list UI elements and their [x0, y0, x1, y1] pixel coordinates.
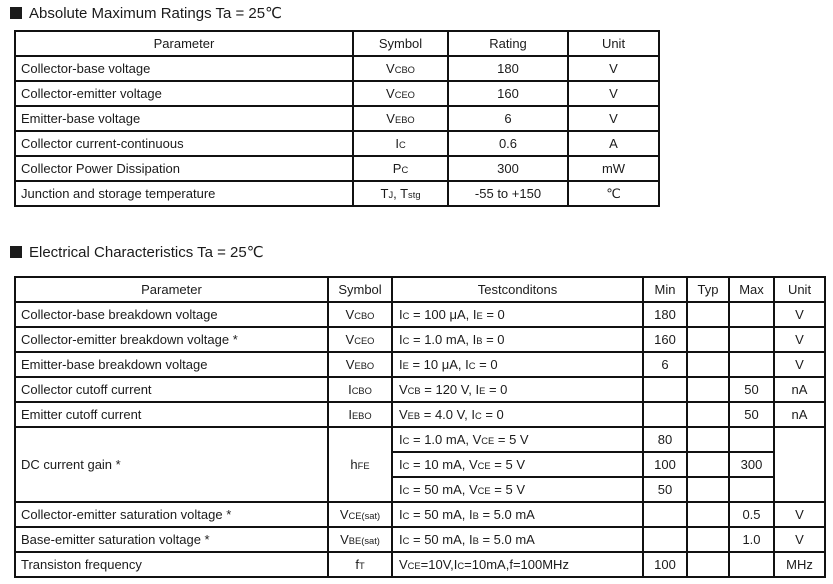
typ-cell: [687, 377, 729, 402]
table-row: [15, 377, 825, 402]
symbol-cell: VCEO: [328, 327, 392, 352]
unit-cell: V: [774, 327, 825, 352]
min-cell: 50: [643, 477, 687, 502]
symbol-cell: VCBO: [328, 302, 392, 327]
col-header-unit: Unit: [774, 277, 825, 302]
table-row: [15, 156, 659, 181]
table-row: [15, 81, 659, 106]
max-cell: [729, 352, 774, 377]
testcondition-cell: IC = 1.0 mA, VCE = 5 V: [392, 427, 643, 452]
testcondition-cell: IC = 1.0 mA, IB = 0: [392, 327, 643, 352]
col-header-typ: Typ: [687, 277, 729, 302]
max-cell: 50: [729, 377, 774, 402]
min-cell: [643, 527, 687, 552]
table-header-row: [15, 31, 659, 56]
max-cell: [729, 302, 774, 327]
testcondition-cell: IC = 100 μA, IE = 0: [392, 302, 643, 327]
min-cell: 160: [643, 327, 687, 352]
symbol-cell: hFE: [328, 427, 392, 502]
table-row: [15, 502, 825, 527]
typ-cell: [687, 527, 729, 552]
parameter-cell: Collector-base voltage: [15, 56, 353, 81]
col-header-parameter: Parameter: [15, 277, 328, 302]
testcondition-cell: IC = 50 mA, VCE = 5 V: [392, 477, 643, 502]
unit-cell: V: [568, 56, 659, 81]
table-row: [15, 402, 825, 427]
parameter-cell: Transiston frequency: [15, 552, 328, 577]
symbol-cell: PC: [353, 156, 448, 181]
symbol-cell: VEBO: [353, 106, 448, 131]
unit-cell: [774, 427, 825, 502]
unit-cell: nA: [774, 402, 825, 427]
table-row: [15, 56, 659, 81]
rating-cell: 300: [448, 156, 568, 181]
col-header-symbol: Symbol: [328, 277, 392, 302]
unit-cell: nA: [774, 377, 825, 402]
abs-max-title-text: Absolute Maximum Ratings Ta = 25℃: [29, 5, 282, 22]
rating-cell: 6: [448, 106, 568, 131]
rating-cell: 0.6: [448, 131, 568, 156]
parameter-cell: Collector-emitter breakdown voltage *: [15, 327, 328, 352]
symbol-cell: VBE(sat): [328, 527, 392, 552]
symbol-cell: fT: [328, 552, 392, 577]
typ-cell: [687, 402, 729, 427]
abs-max-section-title: [10, 4, 282, 22]
section-bullet-icon: [10, 246, 22, 258]
rating-cell: -55 to +150: [448, 181, 568, 206]
absolute-maximum-ratings-table: [14, 30, 660, 207]
testcondition-cell: IC = 50 mA, IB = 5.0 mA: [392, 502, 643, 527]
table-row: [15, 106, 659, 131]
unit-cell: MHz: [774, 552, 825, 577]
col-header-symbol: Symbol: [353, 31, 448, 56]
rating-cell: 180: [448, 56, 568, 81]
testcondition-cell: VCE=10V,IC=10mA,f=100MHz: [392, 552, 643, 577]
min-cell: 100: [643, 452, 687, 477]
testcondition-cell: IC = 50 mA, IB = 5.0 mA: [392, 527, 643, 552]
unit-cell: V: [568, 81, 659, 106]
typ-cell: [687, 552, 729, 577]
max-cell: [729, 427, 774, 452]
table-row: [15, 181, 659, 206]
col-header-unit: Unit: [568, 31, 659, 56]
testcondition-cell: IE = 10 μA, IC = 0: [392, 352, 643, 377]
symbol-cell: VCBO: [353, 56, 448, 81]
unit-cell: V: [774, 502, 825, 527]
rating-cell: 160: [448, 81, 568, 106]
min-cell: 6: [643, 352, 687, 377]
table-row: [15, 352, 825, 377]
typ-cell: [687, 452, 729, 477]
table-row: [15, 552, 825, 577]
col-header-parameter: Parameter: [15, 31, 353, 56]
col-header-min: Min: [643, 277, 687, 302]
parameter-cell: Collector-base breakdown voltage: [15, 302, 328, 327]
parameter-cell: DC current gain *: [15, 427, 328, 502]
typ-cell: [687, 502, 729, 527]
min-cell: 180: [643, 302, 687, 327]
parameter-cell: Junction and storage temperature: [15, 181, 353, 206]
table-row: [15, 131, 659, 156]
parameter-cell: Emitter-base breakdown voltage: [15, 352, 328, 377]
unit-cell: A: [568, 131, 659, 156]
table-row: [15, 327, 825, 352]
unit-cell: V: [774, 527, 825, 552]
min-cell: 80: [643, 427, 687, 452]
unit-cell: mW: [568, 156, 659, 181]
symbol-cell: IEBO: [328, 402, 392, 427]
elec-char-title-text: Electrical Characteristics Ta = 25℃: [29, 244, 264, 261]
max-cell: 300: [729, 452, 774, 477]
symbol-cell: TJ, Tstg: [353, 181, 448, 206]
unit-cell: V: [774, 352, 825, 377]
section-bullet-icon: [10, 7, 22, 19]
max-cell: [729, 552, 774, 577]
electrical-characteristics-table: [14, 276, 826, 578]
elec-char-section-title: [10, 243, 264, 261]
testcondition-cell: IC = 10 mA, VCE = 5 V: [392, 452, 643, 477]
typ-cell: [687, 327, 729, 352]
table-row: [15, 527, 825, 552]
max-cell: [729, 477, 774, 502]
testcondition-cell: VEB = 4.0 V, IC = 0: [392, 402, 643, 427]
table-row: [15, 302, 825, 327]
col-header-testconditions: Testconditons: [392, 277, 643, 302]
min-cell: [643, 377, 687, 402]
parameter-cell: Base-emitter saturation voltage *: [15, 527, 328, 552]
unit-cell: V: [774, 302, 825, 327]
typ-cell: [687, 477, 729, 502]
parameter-cell: Collector-emitter saturation voltage *: [15, 502, 328, 527]
parameter-cell: Emitter cutoff current: [15, 402, 328, 427]
table-row-hfe-1: [15, 427, 825, 452]
symbol-cell: ICBO: [328, 377, 392, 402]
max-cell: [729, 327, 774, 352]
parameter-cell: Collector cutoff current: [15, 377, 328, 402]
col-header-max: Max: [729, 277, 774, 302]
parameter-cell: Emitter-base voltage: [15, 106, 353, 131]
symbol-cell: VCE(sat): [328, 502, 392, 527]
unit-cell: ℃: [568, 181, 659, 206]
col-header-rating: Rating: [448, 31, 568, 56]
unit-cell: V: [568, 106, 659, 131]
min-cell: 100: [643, 552, 687, 577]
max-cell: 0.5: [729, 502, 774, 527]
min-cell: [643, 402, 687, 427]
parameter-cell: Collector-emitter voltage: [15, 81, 353, 106]
parameter-cell: Collector Power Dissipation: [15, 156, 353, 181]
table-header-row: [15, 277, 825, 302]
min-cell: [643, 502, 687, 527]
symbol-cell: VEBO: [328, 352, 392, 377]
testcondition-cell: VCB = 120 V, IE = 0: [392, 377, 643, 402]
symbol-cell: VCEO: [353, 81, 448, 106]
typ-cell: [687, 302, 729, 327]
max-cell: 1.0: [729, 527, 774, 552]
typ-cell: [687, 427, 729, 452]
typ-cell: [687, 352, 729, 377]
max-cell: 50: [729, 402, 774, 427]
parameter-cell: Collector current-continuous: [15, 131, 353, 156]
symbol-cell: IC: [353, 131, 448, 156]
